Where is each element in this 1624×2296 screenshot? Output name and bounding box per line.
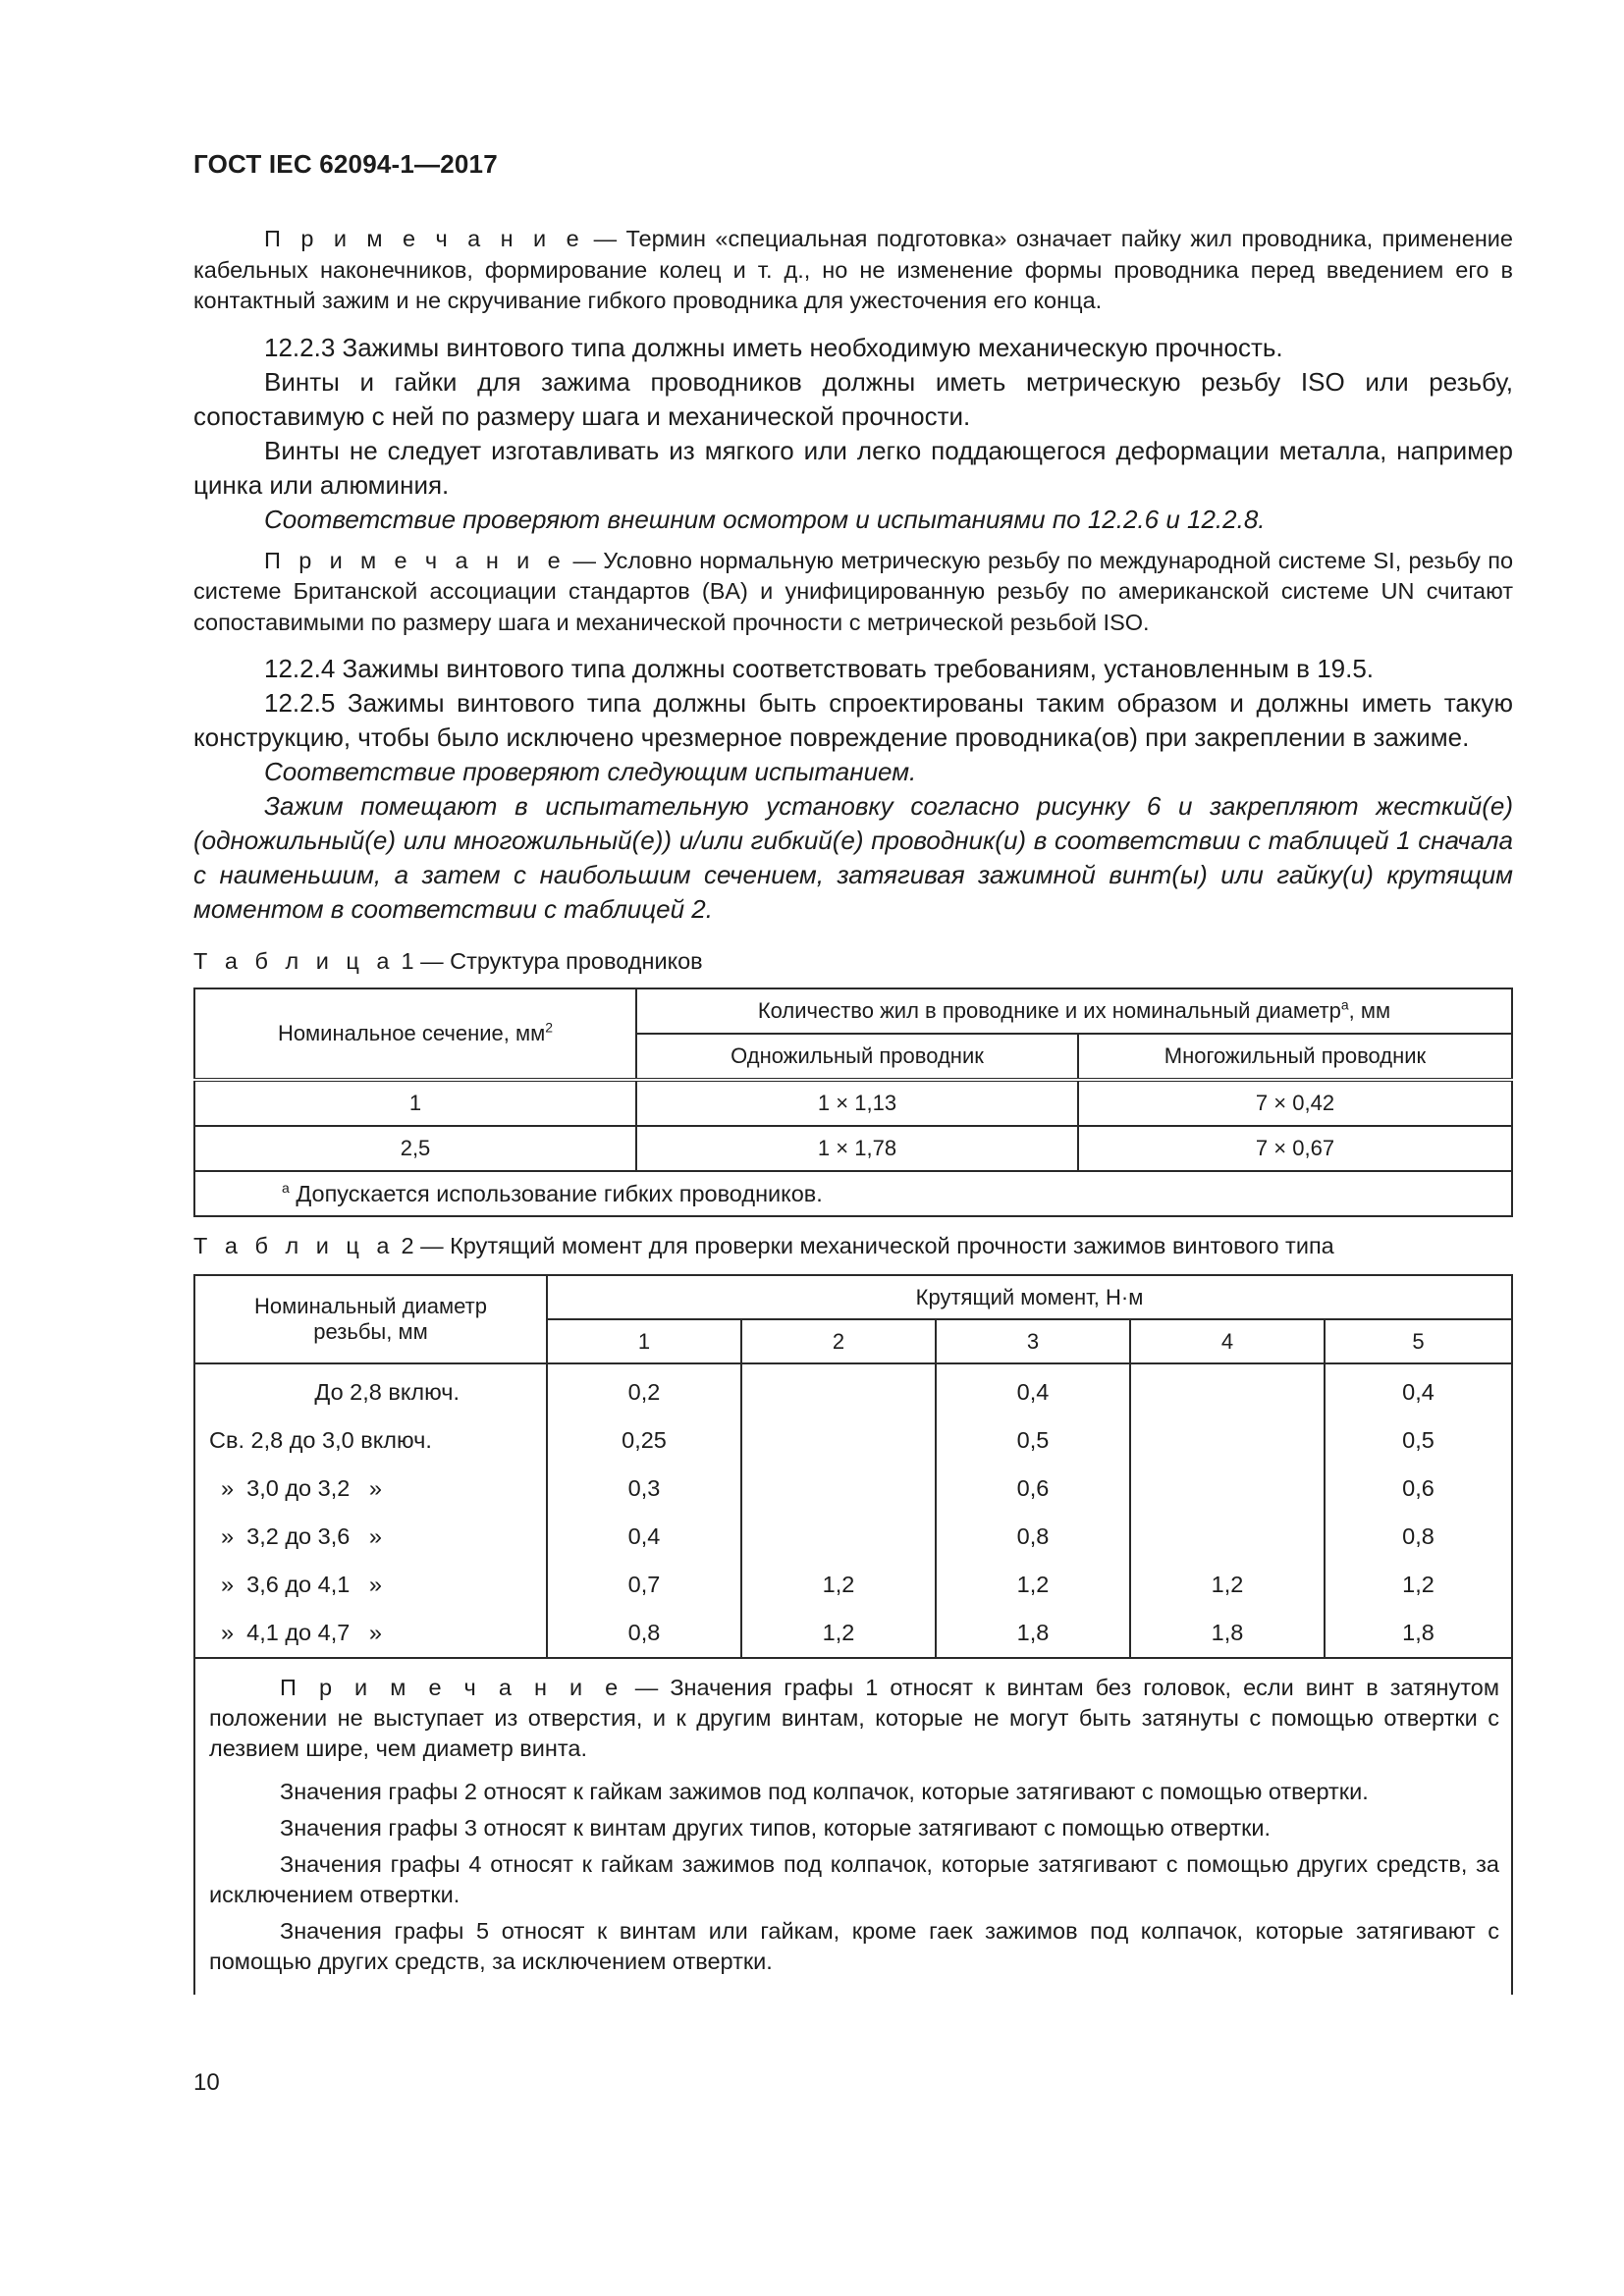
table2-header-diameter: Номинальный диаметр резьбы, мм xyxy=(194,1275,547,1363)
table1-cell-single: 1 × 1,13 xyxy=(636,1080,1078,1126)
table2-header-col: 2 xyxy=(741,1319,936,1363)
table2-cell-diameter: » 4,1 до 4,7 » xyxy=(194,1609,547,1658)
table1-caption-label: Т а б л и ц а xyxy=(193,948,395,974)
table2-cell-value: 0,7 xyxy=(547,1561,741,1609)
table1-cell-single: 1 × 1,78 xyxy=(636,1126,1078,1171)
note-label: П р и м е ч а н и е xyxy=(280,1675,623,1700)
table2-cell-value: 1,2 xyxy=(741,1561,936,1609)
table-row xyxy=(194,1126,1512,1171)
table2-cell-value: 0,4 xyxy=(1325,1363,1512,1416)
table2-cell-value: 1,2 xyxy=(936,1561,1130,1609)
table1-footnote xyxy=(194,1171,1512,1216)
note-thread-systems xyxy=(193,546,1513,639)
table2-caption-label: Т а б л и ц а xyxy=(193,1233,395,1258)
table2-cell-value: 1,2 xyxy=(741,1609,936,1658)
table2-cell-value: 1,8 xyxy=(936,1609,1130,1658)
table2-cell-value xyxy=(1130,1416,1325,1465)
table2-header-col: 1 xyxy=(547,1319,741,1363)
note-label: П р и м е ч а н и е xyxy=(264,226,585,251)
table2-cell-value: 0,4 xyxy=(547,1513,741,1561)
table1-header-group-sup: a xyxy=(1340,996,1349,1013)
table2-cell-value: 0,4 xyxy=(936,1363,1130,1416)
table2-header-torque: Крутящий момент, Н·м xyxy=(547,1275,1512,1319)
table2-cell-value xyxy=(1130,1513,1325,1561)
paragraph-compliance-check-2: Соответствие проверяют следующим испытанием. xyxy=(264,757,917,786)
clause-12-2-4: 12.2.4 Зажимы винтового типа должны соответствовать требованиям, установленным в 19.5. xyxy=(264,654,1375,683)
table2-cell-value: 0,8 xyxy=(936,1513,1130,1561)
table2-cell-value xyxy=(1130,1465,1325,1513)
table-row xyxy=(194,1465,1512,1513)
table2-cell-value: 0,3 xyxy=(547,1465,741,1513)
table1-header-section-sup: 2 xyxy=(545,1019,554,1036)
table-row xyxy=(194,1513,1512,1561)
table2-cell-value: 1,2 xyxy=(1325,1561,1512,1609)
table2-note xyxy=(194,1658,1512,1995)
table1-caption xyxy=(193,946,1513,976)
table2-note-col5: Значения графы 5 относят к винтам или гайкам, кроме гаек зажимов под колпачок, которые затягивают с помощью других средств, за исключением отвертки. xyxy=(209,1918,1499,1974)
table1-header-section-text: Номинальное сечение, мм xyxy=(277,1021,546,1045)
note-text: — Условно нормальную метрическую резьбу по международной системе SI, резьбу по системе Британской ассоциации стандартов (BA) и унифицированную резьбу по американской системе UN считают сопоставимыми по размеру шага и механической прочности с метрической резьбой ISO. xyxy=(193,547,1514,635)
clause-12-2-3: 12.2.3 Зажимы винтового типа должны иметь необходимую механическую прочность. xyxy=(264,332,1283,362)
table2-note-col4: Значения графы 4 относят к гайкам зажимов под колпачок, которые затягивают с помощью других средств, за исключением отвертки. xyxy=(209,1851,1499,1907)
table-row xyxy=(194,1416,1512,1465)
table2-note-col2: Значения графы 2 относят к гайкам зажимов под колпачок, которые затягивают с помощью отвертки. xyxy=(280,1779,1369,1804)
paragraph-test-procedure: Зажим помещают в испытательную установку согласно рисунку 6 и закрепляют жесткий(е) (одножильный(е) или многожильный(е)) и/или гибкий(е) проводник(и) в соответствии с таблицей 1 сначала с наименьшим, а затем с наибольшим сечением, затягивая зажимной винт(ы) или гайку(и) крутящим моментом в соответствии с таблицей 2. xyxy=(193,791,1513,924)
table1-caption-text: 1 — Структура проводников xyxy=(394,948,703,974)
note-text: — Термин «специальная подготовка» означает пайку жил проводника, применение кабельных наконечников, формирование колец и т. д., но не изменение формы проводника перед введением его в контактный зажим и не скручивание гибкого проводника для ужесточения его конца. xyxy=(193,226,1514,313)
table-row xyxy=(194,1080,1512,1126)
table2-header-col: 4 xyxy=(1130,1319,1325,1363)
table2-cell-diameter: » 3,2 до 3,6 » xyxy=(194,1513,547,1561)
table1-header-multi: Многожильный проводник xyxy=(1078,1034,1512,1080)
table1-header-group-text: Количество жил в проводнике и их номинальный диаметр xyxy=(757,998,1341,1023)
table2-cell-diameter: » 3,6 до 4,1 » xyxy=(194,1561,547,1609)
table1-header-group-unit: , мм xyxy=(1348,998,1391,1023)
table2-torque xyxy=(193,1274,1513,1995)
table1-footnote-sup: a xyxy=(282,1179,290,1196)
table2-cell-value: 0,5 xyxy=(936,1416,1130,1465)
table1-cell-section: 2,5 xyxy=(194,1126,636,1171)
table1-header-group xyxy=(636,988,1512,1034)
table1-cell-multi: 7 × 0,67 xyxy=(1078,1126,1512,1171)
table2-cell-value xyxy=(741,1363,936,1416)
paragraph-compliance-check-1: Соответствие проверяют внешним осмотром и испытаниями по 12.2.6 и 12.2.8. xyxy=(264,504,1266,534)
table1-footnote-text: Допускается использование гибких проводников. xyxy=(289,1180,823,1206)
table1-cell-multi: 7 × 0,42 xyxy=(1078,1080,1512,1126)
document-body xyxy=(193,224,1513,1995)
table2-cell-value: 0,6 xyxy=(936,1465,1130,1513)
table2-caption xyxy=(193,1231,1513,1260)
table2-cell-value xyxy=(741,1416,936,1465)
table-row xyxy=(194,1363,1512,1416)
page-number: 10 xyxy=(193,2069,220,2096)
table2-cell-value: 0,8 xyxy=(547,1609,741,1658)
table2-cell-value: 0,2 xyxy=(547,1363,741,1416)
table2-cell-value xyxy=(741,1513,936,1561)
note-label: П р и м е ч а н и е xyxy=(264,547,567,573)
paragraph-screw-material: Винты не следует изготавливать из мягкого или легко поддающегося деформации металла, например цинка или алюминия. xyxy=(193,435,1513,500)
table2-header-col: 3 xyxy=(936,1319,1130,1363)
table2-cell-diameter: » 3,0 до 3,2 » xyxy=(194,1465,547,1513)
table2-cell-diameter: До 2,8 включ. xyxy=(194,1363,547,1416)
table1-conductor-structure xyxy=(193,988,1513,1217)
table2-cell-value: 0,5 xyxy=(1325,1416,1512,1465)
table2-header-col: 5 xyxy=(1325,1319,1512,1363)
note-special-preparation xyxy=(193,224,1513,317)
table1-cell-section: 1 xyxy=(194,1080,636,1126)
table2-cell-diameter: Св. 2,8 до 3,0 включ. xyxy=(194,1416,547,1465)
document-header: ГОСТ IEC 62094-1—2017 xyxy=(193,149,498,179)
table2-cell-value: 0,6 xyxy=(1325,1465,1512,1513)
table1-header-single: Одножильный проводник xyxy=(636,1034,1078,1080)
table2-cell-value: 1,8 xyxy=(1325,1609,1512,1658)
table-row xyxy=(194,1609,1512,1658)
table1-header-section xyxy=(194,988,636,1080)
table2-caption-text: 2 — Крутящий момент для проверки механической прочности зажимов винтового типа xyxy=(394,1233,1334,1258)
clause-12-2-5: 12.2.5 Зажимы винтового типа должны быть спроектированы таким образом и должны иметь такую конструкцию, чтобы было исключено чрезмерное повреждение проводника(ов) при закреплении в зажиме. xyxy=(193,688,1513,752)
table2-cell-value xyxy=(741,1465,936,1513)
paragraph-screw-threads: Винты и гайки для зажима проводников должны иметь метрическую резьбу ISO или резьбу, сопоставимую с ней по размеру шага и механической прочности. xyxy=(193,366,1513,431)
table2-cell-value xyxy=(1130,1363,1325,1416)
table-row xyxy=(194,1561,1512,1609)
table2-note-col1 xyxy=(209,1673,1499,1764)
table2-cell-value: 1,8 xyxy=(1130,1609,1325,1658)
table2-cell-value: 0,8 xyxy=(1325,1513,1512,1561)
note-text: — Значения графы 1 относят к винтам без головок, если винт в затянутом положении не выступает из отверстия, и к другим винтам, которые не могут быть затянуты с помощью отвертки с лезвием шире, чем диаметр винта. xyxy=(209,1675,1500,1761)
table2-cell-value: 0,25 xyxy=(547,1416,741,1465)
table2-cell-value: 1,2 xyxy=(1130,1561,1325,1609)
table2-note-col3: Значения графы 3 относят к винтам других типов, которые затягивают с помощью отвертки. xyxy=(280,1815,1272,1841)
